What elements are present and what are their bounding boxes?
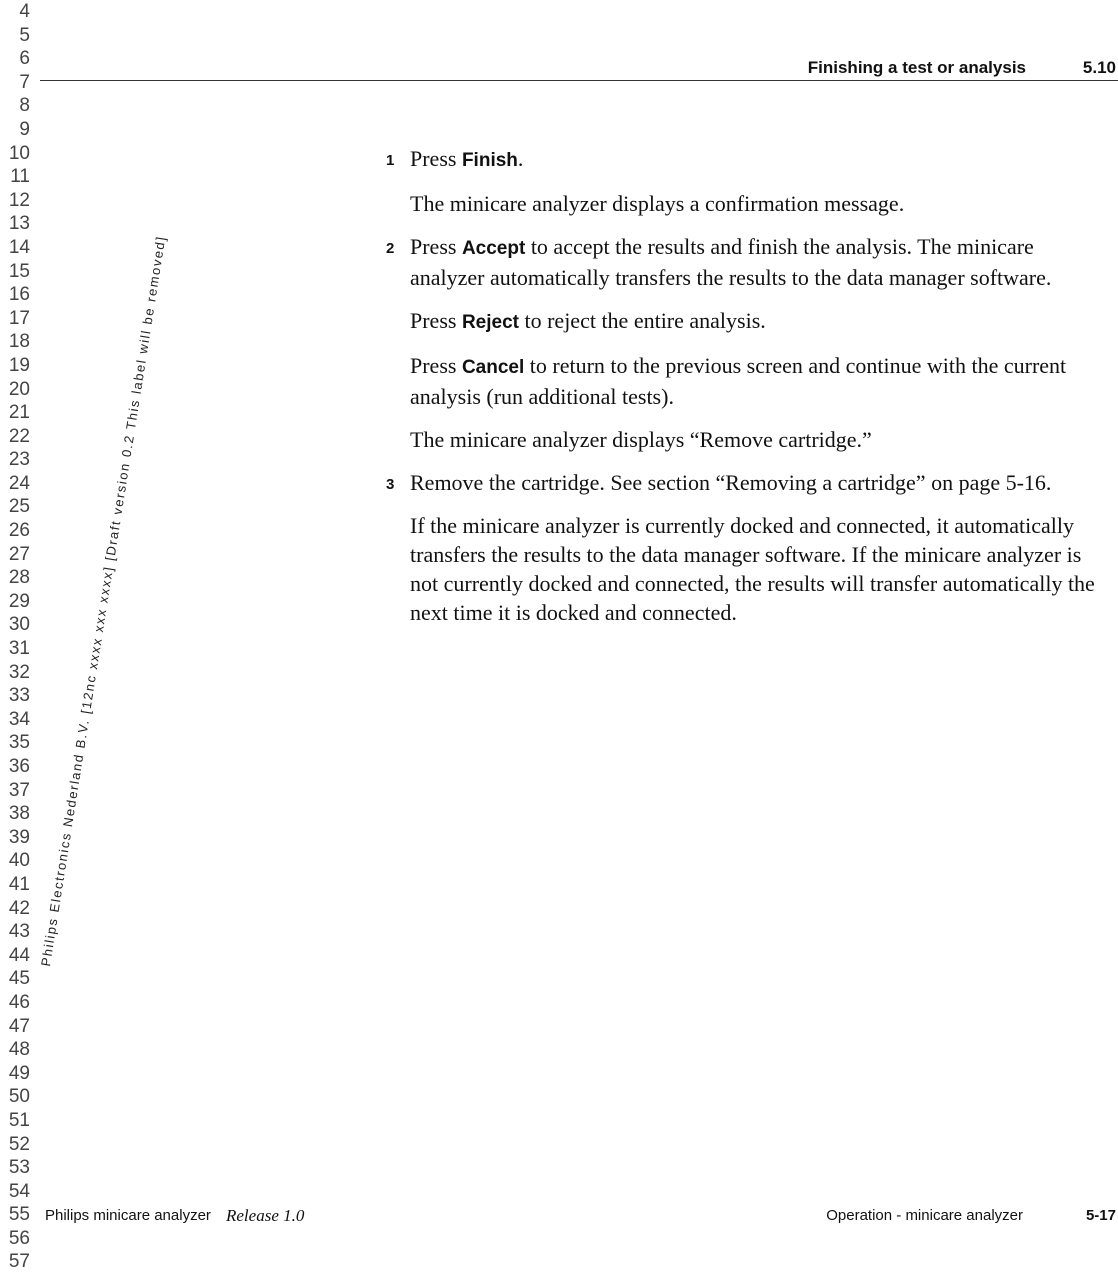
line-number: 31 (8, 638, 30, 660)
line-number: 23 (8, 449, 30, 471)
line-number: 10 (8, 142, 30, 164)
step-text: to accept the results and finish the analysis. The minicare analyzer automatically transfers the results to the data manager software. (410, 234, 1052, 290)
line-number: 48 (8, 1039, 30, 1061)
line-number: 46 (8, 991, 30, 1013)
line-number: 47 (8, 1015, 30, 1037)
line-number: 14 (8, 236, 30, 258)
procedure-steps (370, 144, 1110, 641)
line-number: 9 (19, 118, 30, 140)
line-number: 22 (8, 425, 30, 447)
step-text: Press (410, 146, 462, 171)
line-number: 34 (8, 708, 30, 730)
line-number: 25 (8, 496, 30, 518)
transfer-note (370, 511, 1110, 627)
page-header (0, 56, 1118, 82)
line-number: 38 (8, 803, 30, 825)
remove-cartridge-note (370, 425, 1110, 454)
line-number: 13 (8, 213, 30, 235)
step-text: Remove the cartridge. See section “Removing a cartridge” on page 5-16. (410, 470, 1052, 495)
line-number: 4 (19, 1, 30, 22)
line-number: 53 (8, 1157, 30, 1179)
step-text: The minicare analyzer displays a confirmation message. (410, 191, 905, 216)
line-number: 17 (8, 307, 30, 329)
finish-keyword: Finish (461, 150, 518, 171)
line-number: 45 (8, 968, 30, 990)
step-text: Press (410, 234, 462, 259)
draft-side-label-text: Philips Electronics Nederland B.V. [12nc xxxx xxx xxxx] [Draft version 0.2 This label will be removed] (38, 234, 169, 968)
header-rule (40, 80, 1118, 81)
line-number: 8 (19, 95, 30, 117)
step-text: Press (410, 353, 462, 378)
step-1 (370, 144, 1110, 175)
line-number: 41 (8, 873, 30, 895)
reject-note (370, 306, 1110, 337)
line-numbers (0, 0, 30, 1274)
line-number: 24 (8, 472, 30, 494)
page-footer (0, 1207, 1118, 1231)
line-number: 18 (8, 331, 30, 353)
line-number: 5 (19, 24, 30, 46)
line-number: 6 (19, 48, 30, 70)
step-text: The minicare analyzer displays “Remove cartridge.” (410, 427, 872, 452)
line-number: 28 (8, 567, 30, 589)
line-number: 36 (8, 756, 30, 777)
line-number: 54 (8, 1180, 30, 1202)
line-number: 29 (8, 590, 30, 612)
line-number: 12 (8, 189, 30, 211)
cancel-keyword: Cancel (461, 357, 525, 378)
line-number: 44 (8, 944, 30, 966)
step-text: to reject the entire analysis. (518, 308, 766, 333)
confirmation-note (370, 189, 1110, 218)
line-number: 40 (8, 850, 30, 872)
reject-keyword: Reject (461, 312, 519, 333)
line-number: 56 (8, 1227, 30, 1249)
footer-release: Release 1.0 (226, 1206, 305, 1225)
line-number: 55 (8, 1204, 30, 1226)
line-number: 39 (8, 826, 30, 848)
line-number: 7 (19, 71, 30, 93)
step-text: Press (410, 308, 462, 333)
step-number: 3 (386, 476, 395, 493)
line-number: 19 (8, 354, 30, 376)
line-number: 49 (8, 1062, 30, 1084)
step-3 (370, 468, 1110, 497)
step-number: 2 (386, 240, 395, 257)
footer-page-number: 5-17 (1085, 1207, 1116, 1224)
line-number: 16 (8, 284, 30, 306)
line-number: 26 (8, 520, 30, 542)
step-2 (370, 232, 1110, 292)
line-number: 51 (8, 1109, 30, 1131)
line-number: 52 (8, 1133, 30, 1155)
step-text: to return to the previous screen and continue with the current analysis (run additional tests). (410, 353, 1067, 409)
header-section-number: 5.10 (1082, 58, 1116, 77)
line-number: 27 (8, 543, 30, 565)
footer-product: Philips minicare analyzer (45, 1207, 211, 1224)
line-number: 37 (8, 779, 30, 801)
line-number: 42 (8, 897, 30, 919)
header-title: Finishing a test or analysis (807, 58, 1026, 77)
line-number: 43 (8, 921, 30, 943)
line-number: 57 (8, 1251, 30, 1273)
step-text: If the minicare analyzer is currently docked and connected, it automatically transfers the results to the data manager software. If the minicare analyzer is not currently docked and connected, the results will transfer automatically the next time it is docked and connected. (410, 513, 1095, 625)
line-number: 32 (8, 661, 30, 683)
line-number: 30 (8, 614, 30, 636)
line-number: 33 (8, 685, 30, 707)
line-number: 35 (8, 732, 30, 754)
line-number: 50 (8, 1086, 30, 1108)
line-number: 15 (8, 260, 30, 282)
step-text: . (517, 146, 524, 171)
line-number: 20 (8, 378, 30, 400)
step-number: 1 (386, 152, 395, 169)
cancel-note (370, 351, 1110, 411)
accept-keyword: Accept (461, 238, 526, 259)
line-number: 21 (8, 402, 30, 424)
line-number: 11 (10, 166, 30, 188)
footer-chapter: Operation - minicare analyzer (826, 1207, 1023, 1224)
